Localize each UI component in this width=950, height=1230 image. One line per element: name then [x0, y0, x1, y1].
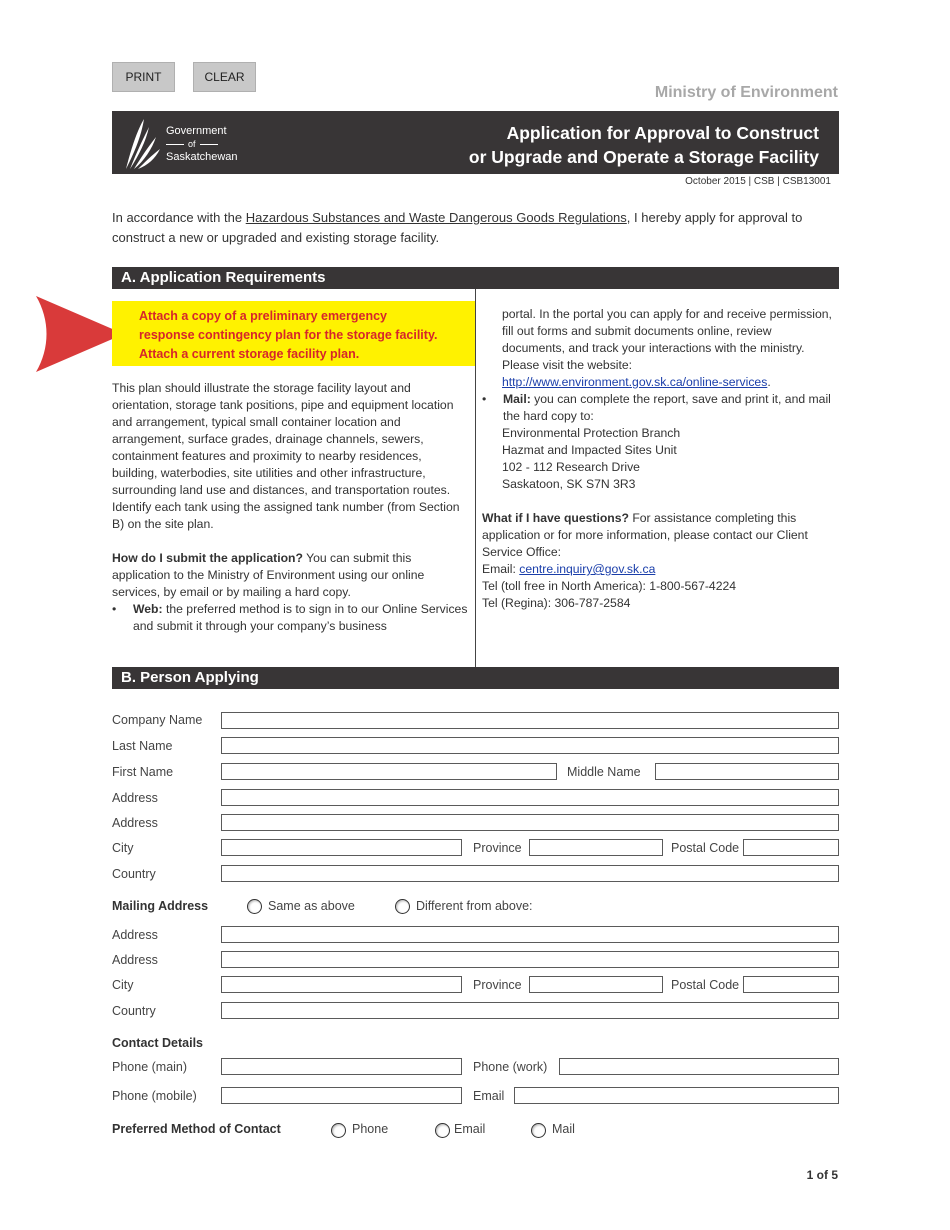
- address-input[interactable]: [221, 789, 839, 806]
- province-input[interactable]: [529, 839, 663, 856]
- contact-email-label: Email: [454, 1122, 486, 1136]
- contact-phone-radio[interactable]: [331, 1123, 346, 1138]
- postal-code-input[interactable]: [743, 839, 839, 856]
- mailing-country-input[interactable]: [221, 1002, 839, 1019]
- contact-email-radio[interactable]: [435, 1123, 450, 1138]
- email-label: Email: [473, 1089, 505, 1103]
- section-a-left-column: [112, 380, 470, 635]
- page-number: 1 of 5: [806, 1168, 838, 1182]
- province-label: Province: [473, 841, 522, 855]
- mailing-city-input[interactable]: [221, 976, 462, 993]
- address-label: Address: [112, 791, 158, 805]
- phone-main-input[interactable]: [221, 1058, 462, 1075]
- clear-button[interactable]: CLEAR: [193, 62, 256, 92]
- site-plan-description: This plan should illustrate the storage facility layout and orientation, storage tank positions, pipe and equipment location and arrangement, typical small container location and arrangement, surface grades, drainage channels, sewers, containment features and proximity to nearby residences, building, waterbodies, site utilities and other infrastructure, surrounding land use and distances, and transportation routes. Identify each tank using the assigned tank number (from Section B) on the site plan.: [112, 381, 460, 531]
- phone-mobile-label: Phone (mobile): [112, 1089, 197, 1103]
- column-divider: [475, 289, 476, 667]
- different-address-radio[interactable]: [395, 899, 410, 914]
- country-label: Country: [112, 867, 156, 881]
- tel-regina: Tel (Regina): 306-787-2584: [482, 596, 631, 610]
- section-b-header: B. Person Applying: [112, 667, 839, 689]
- questions-info: What if I have questions? For assistance completing this application or for more information, please contact our Client Service Office:: [482, 511, 808, 559]
- company-name-input[interactable]: [221, 712, 839, 729]
- address-label: Address: [112, 816, 158, 830]
- email-input[interactable]: [514, 1087, 839, 1104]
- mail-bullet: • Mail: you can complete the report, save and print it, and mail the hard copy to:: [482, 392, 831, 423]
- phone-main-label: Phone (main): [112, 1060, 188, 1074]
- address-input[interactable]: [221, 814, 839, 831]
- print-button[interactable]: PRINT: [112, 62, 175, 92]
- city-label: City: [112, 841, 134, 855]
- web-bullet: • Web: the preferred method is to sign in to our Online Services and submit it through your company’s business: [112, 602, 468, 633]
- tel-toll-free: Tel (toll free in North America): 1-800-567-4224: [482, 579, 737, 593]
- mailing-address-input[interactable]: [221, 951, 839, 968]
- contact-email: Email: centre.inquiry@gov.sk.ca: [482, 562, 656, 576]
- attachment-callout: Attach a copy of a preliminary emergency response contingency plan for the storage facility. Attach a current storage facility plan.: [112, 301, 475, 366]
- mailing-province-label: Province: [473, 978, 522, 992]
- mailing-city-label: City: [112, 978, 134, 992]
- city-input[interactable]: [221, 839, 462, 856]
- middle-name-input[interactable]: [655, 763, 839, 780]
- postal-code-label: Postal Code: [671, 841, 740, 855]
- government-logo-text: Government of Saskatchewan: [166, 125, 238, 163]
- mailing-address-line-label: Address: [112, 953, 158, 967]
- middle-name-label: Middle Name: [567, 765, 641, 779]
- email-link[interactable]: centre.inquiry@gov.sk.ca: [519, 562, 656, 576]
- mailing-province-input[interactable]: [529, 976, 663, 993]
- regulation-name: Hazardous Substances and Waste Dangerous Goods Regulations: [245, 210, 627, 225]
- online-services-link[interactable]: http://www.environment.gov.sk.ca/online-services: [502, 375, 768, 389]
- company-name-label: Company Name: [112, 713, 203, 727]
- section-a-right-column: portal. In the portal you can apply for and receive permission, fill out forms and submit documents online, review documents, and track your interactions with the ministry. Please visit the website: http://www.environment.gov.sk.ca/online-services. • Mail: you can complete the report, save and print it, and mail the hard copy to: Environmental Protection Branch Hazmat and Impacted Sites Unit 102 - 112 Research Drive Saskatoon, SK S7N 3R3 What if I have questions? For assistance completing this application or for more information, please contact our Client Service Office: Email: centre.inquiry@gov.sk.ca Tel (toll free in North America): 1-800-567-4224 Tel (Regina): 306-787-2584: [482, 307, 832, 610]
- same-as-above-radio[interactable]: [247, 899, 262, 914]
- first-name-input[interactable]: [221, 763, 557, 780]
- submit-info: How do I submit the application? You can submit this application to the Ministry of Environment using our online services, by email or by mailing a hard copy.: [112, 551, 425, 599]
- mailing-postal-code-input[interactable]: [743, 976, 839, 993]
- mailing-country-label: Country: [112, 1004, 156, 1018]
- last-name-label: Last Name: [112, 739, 173, 753]
- different-address-label: Different from above:: [416, 899, 533, 913]
- preferred-contact-label: Preferred Method of Contact: [112, 1122, 281, 1136]
- contact-phone-label: Phone: [352, 1122, 389, 1136]
- first-name-label: First Name: [112, 765, 174, 779]
- country-input[interactable]: [221, 865, 839, 882]
- contact-mail-radio[interactable]: [531, 1123, 546, 1138]
- contact-details-label: Contact Details: [112, 1036, 203, 1050]
- document-meta: October 2015 | CSB | CSB13001: [685, 176, 831, 187]
- title-banner: [112, 111, 839, 174]
- section-a-header: A. Application Requirements: [112, 267, 839, 289]
- last-name-input[interactable]: [221, 737, 839, 754]
- mailing-address-line-label: Address: [112, 928, 158, 942]
- phone-work-label: Phone (work): [473, 1060, 548, 1074]
- mailing-address-block: Environmental Protection Branch Hazmat and Impacted Sites Unit 102 - 112 Research Drive Saskatoon, SK S7N 3R3: [502, 426, 681, 491]
- page-title: Application for Approval to Construct or Upgrade and Operate a Storage Facility: [468, 123, 819, 167]
- saskatchewan-wheat-logo-icon: [122, 117, 162, 171]
- contact-mail-label: Mail: [552, 1122, 575, 1136]
- mailing-postal-code-label: Postal Code: [671, 978, 740, 992]
- intro-paragraph: In accordance with the Hazardous Substances and Waste Dangerous Goods Regulations, I hereby apply for approval to construct a new or upgraded and existing storage facility.: [112, 210, 803, 245]
- ministry-name: Ministry of Environment: [654, 84, 838, 101]
- mailing-address-label: Mailing Address: [112, 899, 209, 913]
- mailing-address-input[interactable]: [221, 926, 839, 943]
- phone-mobile-input[interactable]: [221, 1087, 462, 1104]
- same-as-above-label: Same as above: [268, 899, 355, 913]
- phone-work-input[interactable]: [559, 1058, 839, 1075]
